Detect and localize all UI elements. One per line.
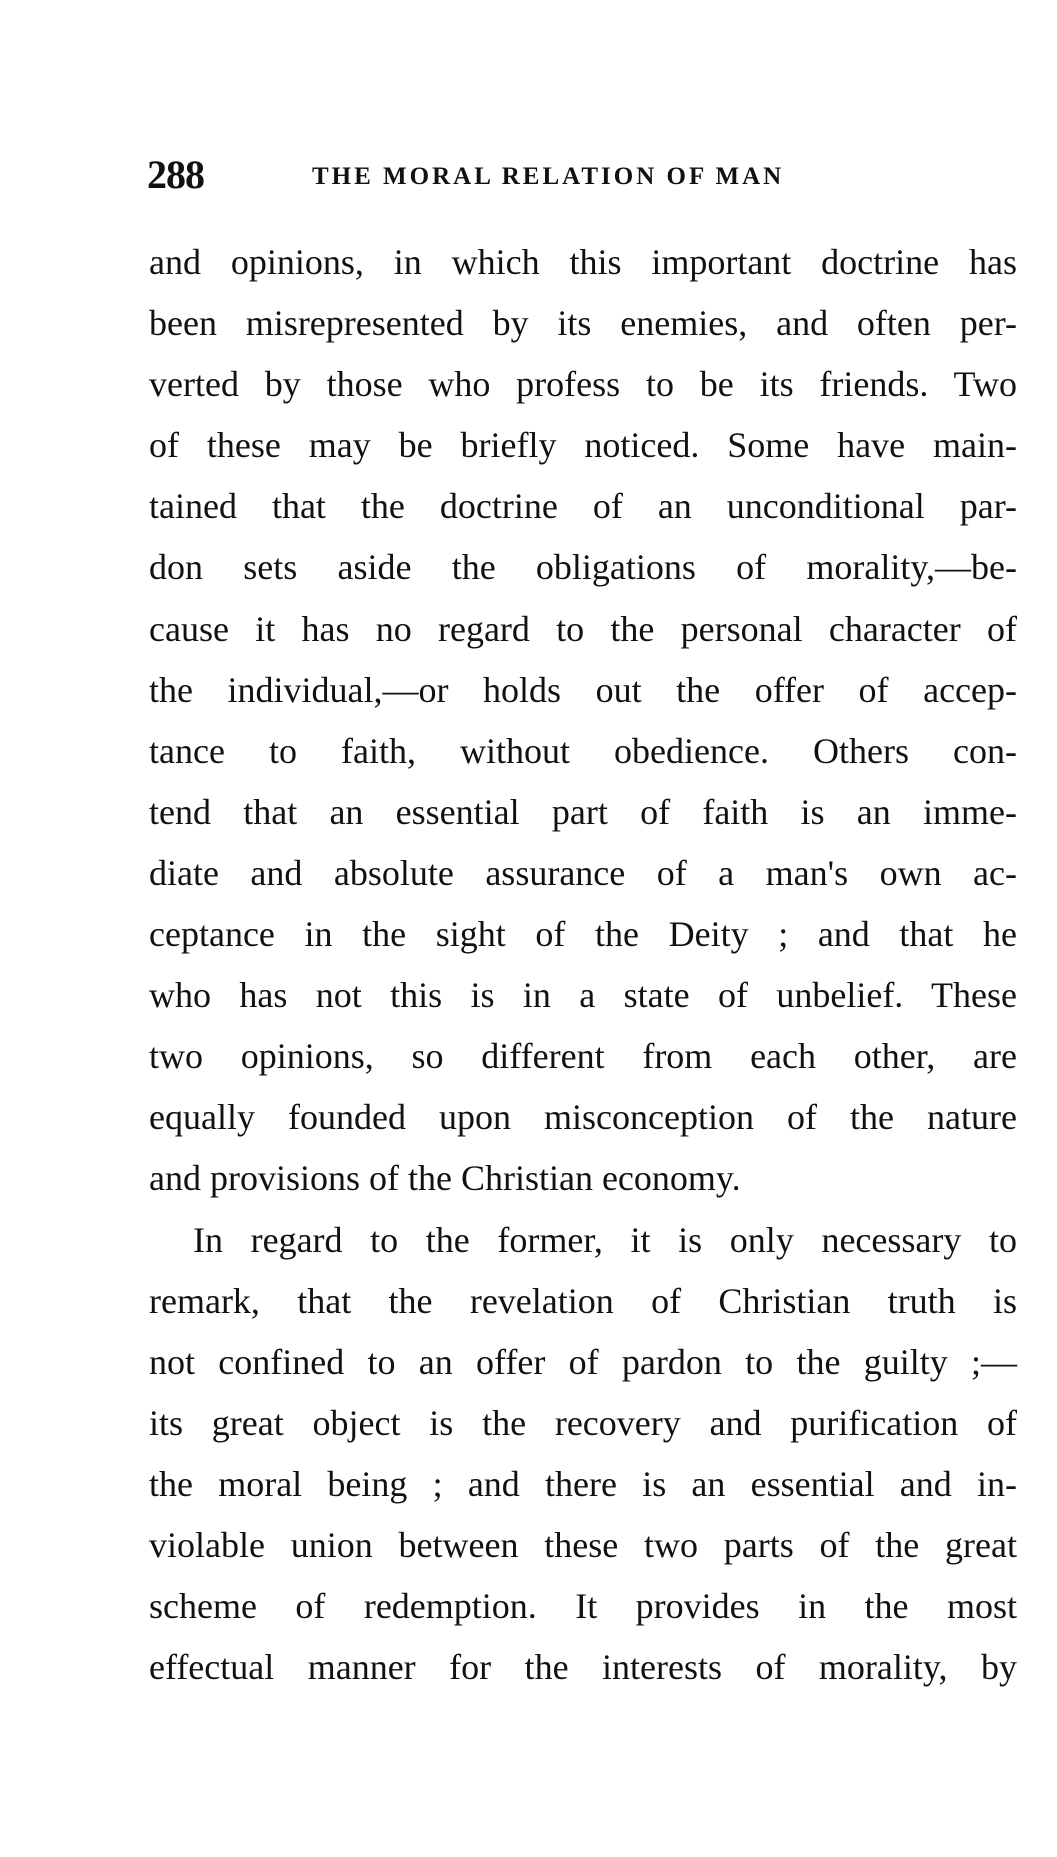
text-line: and opinions, in which this important doctrine has [149, 242, 1017, 282]
text-line: not confined to an offer of pardon to the guilty ;— [149, 1341, 1017, 1382]
page-number: 288 [147, 152, 204, 197]
text-line: remark, that the revelation of Christian truth is [149, 1280, 1017, 1321]
text-line: tained that the doctrine of an unconditional par- [149, 486, 1017, 527]
text-line: verted by those who profess to be its friends. Two [149, 364, 1017, 405]
text-line: tend that an essential part of faith is an imme- [149, 791, 1017, 832]
text-line: equally founded upon misconception of the nature [149, 1097, 1017, 1138]
text-line: violable union between these two parts of the great [149, 1524, 1017, 1565]
text-line: been misrepresented by its enemies, and often per- [149, 303, 1017, 344]
paragraph-last-line: and provisions of the Christian economy. [149, 1158, 741, 1199]
running-head [147, 150, 1017, 200]
running-title: THE MORAL RELATION OF MAN [312, 163, 785, 190]
paragraph-first-line: In regard to the former, it is only necessary to [193, 1219, 1017, 1260]
text-line: of these may be briefly noticed. Some have main- [149, 425, 1017, 466]
text-line: ceptance in the sight of the Deity ; and that he [149, 914, 1017, 955]
text-line: tance to faith, without obedience. Others con- [149, 730, 1017, 771]
text-line: effectual manner for the interests of morality, by [149, 1647, 1017, 1688]
body-text [149, 232, 1017, 1698]
text-line: the individual,—or holds out the offer of accep- [149, 669, 1017, 710]
text-line: cause it has no regard to the personal character of [149, 608, 1017, 649]
text-line: who has not this is in a state of unbelief. These [149, 975, 1017, 1016]
text-line: its great object is the recovery and purification of [149, 1402, 1017, 1443]
text-line: don sets aside the obligations of morality,—be- [149, 547, 1017, 588]
text-line: diate and absolute assurance of a man's own ac- [149, 852, 1017, 893]
text-line: two opinions, so different from each other, are [149, 1036, 1017, 1077]
text-line: scheme of redemption. It provides in the most [149, 1586, 1017, 1627]
text-line: the moral being ; and there is an essential and in- [149, 1463, 1017, 1504]
